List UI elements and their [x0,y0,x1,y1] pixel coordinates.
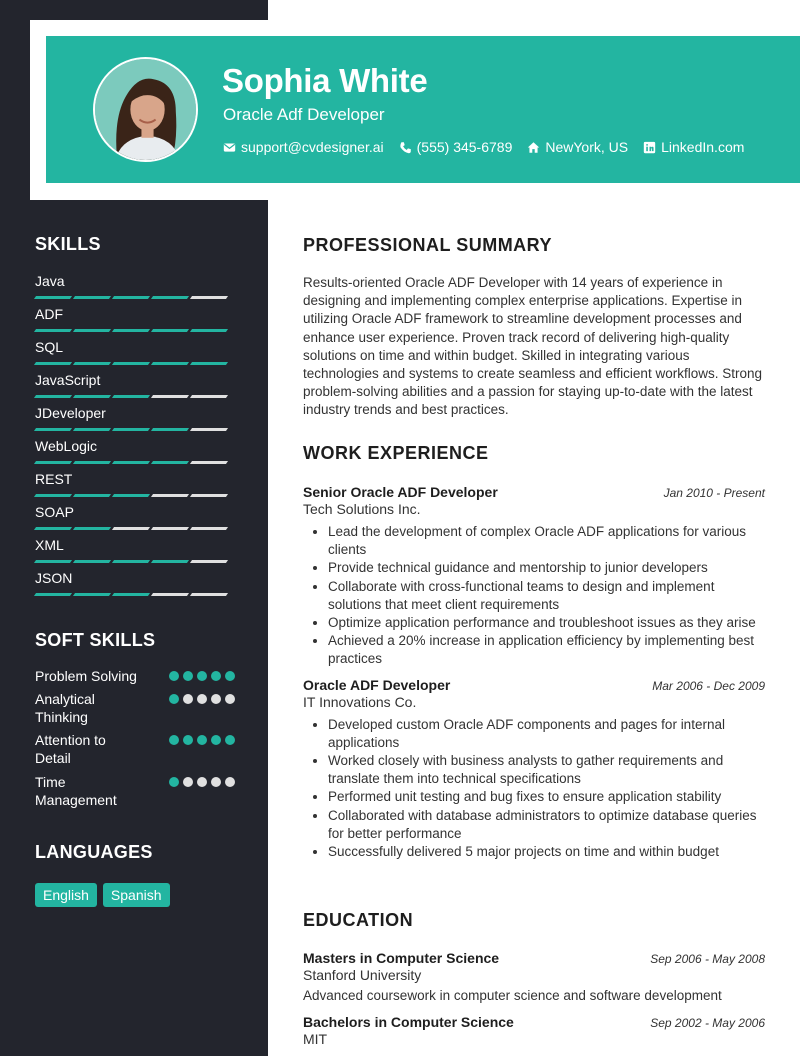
job-bullets [303,523,765,669]
rating-dot [169,777,179,787]
skill-level-bar [35,461,235,464]
rating-dot [183,735,193,745]
skill-level-segment [112,560,150,563]
skill-level-segment [112,494,150,497]
rating-dot [169,694,179,704]
contact-linkedin-text: LinkedIn.com [661,139,745,155]
skill-level-segment [151,329,189,332]
skill-item [35,537,235,570]
skill-level-segment [151,362,189,365]
skill-level-segment [190,593,228,596]
skill-level-segment [190,461,228,464]
job-title: Oracle ADF Developer [303,676,451,693]
job-bullet: • Optimize application performance and troubleshoot issues as they arise [328,614,765,632]
skill-name: XML [35,537,64,553]
rating-dot [211,735,221,745]
skill-item [35,438,235,471]
candidate-name: Sophia White [222,62,428,99]
skill-level-segment [112,527,150,530]
rating-dot [225,694,235,704]
skill-level-segment [112,362,150,365]
soft-skill-name: Problem Solving [35,668,137,684]
education-title: EDUCATION [303,910,414,930]
skill-level-segment [112,395,150,398]
job-bullet: • Collaborate with cross-functional teams to design and implement solutions that meet client requirements [328,578,765,614]
skill-item [35,339,235,372]
skill-level-bar [35,527,235,530]
skill-level-segment [112,428,150,431]
edu-degree: Bachelors in Computer Science [303,1014,514,1030]
skill-item [35,372,235,405]
edu-school: Stanford University [303,967,422,983]
edu-date: Sep 2006 - May 2008 [650,952,765,966]
skill-item [35,570,235,603]
profile-photo [95,59,196,160]
skill-level-segment [151,428,189,431]
skills-section [35,234,235,603]
soft-skill-name: Attention to Detail [35,732,106,766]
language-chip: English [35,883,97,907]
job-bullet: • Performed unit testing and bug fixes to ensure application stability [328,788,765,806]
soft-skill-item [35,731,235,767]
skill-level-bar [35,395,235,398]
rating-dot [211,671,221,681]
skill-level-segment [151,593,189,596]
skill-level-segment [151,494,189,497]
soft-skill-item [35,773,235,809]
skill-name: SQL [35,339,64,355]
job-date: Jan 2010 - Present [663,486,765,500]
skill-name: REST [35,471,73,487]
job-bullet: • Successfully delivered 5 major projects on time and within budget [328,843,765,861]
skill-level-segment [73,560,111,563]
skill-name: SOAP [35,504,74,520]
job-bullets [303,716,765,862]
language-list [35,883,235,907]
rating-dot [197,671,207,681]
rating-dot [211,694,221,704]
skill-level-segment [190,494,228,497]
job-company: Tech Solutions Inc. [303,501,421,517]
skill-level-segment [73,395,111,398]
skill-item [35,273,235,306]
skill-level-segment [151,527,189,530]
skill-level-segment [34,296,72,299]
rating-dot [225,777,235,787]
job-header [303,484,765,500]
envelope-icon [223,141,236,154]
linkedin-icon [643,141,656,154]
rating-dot [225,735,235,745]
rating-dot [225,671,235,681]
skill-level-bar [35,329,235,332]
skill-level-segment [34,395,72,398]
skill-item [35,306,235,339]
soft-skill-list [35,667,235,809]
skill-level-segment [112,329,150,332]
avatar [93,57,198,162]
skill-level-segment [34,329,72,332]
soft-skill-rating [169,735,235,745]
contact-linkedin[interactable] [643,139,744,155]
contact-location [527,139,628,155]
rating-dot [183,777,193,787]
skill-level-bar [35,296,235,299]
skill-level-segment [151,461,189,464]
skill-level-segment [190,395,228,398]
skill-level-segment [190,428,228,431]
contact-list [223,139,744,155]
soft-skill-item [35,667,235,685]
soft-skill-rating [169,777,235,787]
skill-level-segment [112,296,150,299]
rating-dot [197,694,207,704]
job-date: Mar 2006 - Dec 2009 [652,678,765,693]
skill-item [35,504,235,537]
job-bullet: • Developed custom Oracle ADF components and pages for internal applications [328,716,765,752]
job-company: IT Innovations Co. [303,693,417,710]
skill-level-segment [190,560,228,563]
skill-name: ADF [35,306,63,322]
skill-level-segment [34,494,72,497]
skill-level-segment [112,593,150,596]
contact-location-text: NewYork, US [545,139,629,155]
skill-level-segment [34,362,72,365]
edu-header [303,950,765,966]
languages-title: LANGUAGES [35,842,153,862]
contact-phone[interactable] [399,139,513,155]
job-bullet: • Worked closely with business analysts to gather requirements and translate them into technical specifications [328,752,765,788]
skill-level-segment [34,527,72,530]
skill-level-segment [34,560,72,563]
contact-email-text: support@cvdesigner.ai [241,139,384,155]
rating-dot [211,777,221,787]
skill-level-segment [73,428,111,431]
skill-level-segment [151,395,189,398]
skill-level-segment [73,461,111,464]
skill-level-segment [151,560,189,563]
skill-level-bar [35,494,235,497]
skill-level-segment [73,296,111,299]
skill-level-bar [35,593,235,596]
edu-school: MIT [303,1031,328,1047]
job-bullet: • Achieved a 20% increase in application efficiency by implementing best practices [328,632,765,668]
skill-level-segment [190,296,228,299]
home-icon [527,141,540,154]
skill-level-segment [34,593,72,596]
skill-level-segment [73,494,111,497]
skill-list [35,273,235,603]
edu-description: Advanced coursework in computer science and software development [303,988,722,1003]
rating-dot [197,735,207,745]
skills-title: SKILLS [35,234,101,254]
language-chip: Spanish [103,883,170,907]
skill-level-segment [34,428,72,431]
candidate-role: Oracle Adf Developer [223,105,385,124]
rating-dot [183,694,193,704]
soft-skill-name: Time Management [35,774,117,808]
skill-level-segment [73,329,111,332]
summary-text: Results-oriented Oracle ADF Developer with 14 years of experience in designing and implementing complex enterprise applications. Expertise in utilizing Oracle ADF framework to streamline development processes and enhance user experience. Proven track record of delivering high-quality solutions on time and within budget. Skilled in integrating various technologies and systems to create seamless and efficient workflows. Strong problem-solving abilities and a passion for staying up-to-date with the latest industry trends and best practices. [303,275,762,418]
soft-skill-rating [169,694,235,704]
skill-name: JDeveloper [35,405,106,421]
edu-date: Sep 2002 - May 2006 [650,1016,765,1030]
rating-dot [169,671,179,681]
skill-level-segment [190,362,228,365]
contact-phone-text: (555) 345-6789 [416,139,513,155]
rating-dot [197,777,207,787]
job-header [303,677,765,693]
edu-degree: Masters in Computer Science [303,950,500,966]
job-bullet: • Provide technical guidance and mentorship to junior developers [328,559,765,577]
soft-skills-title: SOFT SKILLS [35,630,156,650]
summary-title: PROFESSIONAL SUMMARY [303,235,553,255]
skill-level-bar [35,362,235,365]
skill-name: Java [35,273,65,289]
soft-skills-section [35,630,235,809]
skill-level-segment [151,296,189,299]
skill-level-segment [112,461,150,464]
skill-level-segment [73,593,111,596]
work-title: WORK EXPERIENCE [303,443,489,463]
job-title: Senior Oracle ADF Developer [303,484,498,500]
skill-level-segment [73,362,111,365]
job-bullet: • Collaborated with database administrators to optimize database queries for better performance [328,807,765,843]
summary-section [303,235,765,420]
skill-level-segment [190,527,228,530]
skill-level-segment [34,461,72,464]
skill-item [35,405,235,438]
skill-level-segment [190,329,228,332]
skill-item [35,471,235,504]
skill-level-bar [35,428,235,431]
skill-level-bar [35,560,235,563]
skill-name: WebLogic [35,438,98,454]
edu-header [303,1014,765,1030]
skill-name: JSON [35,570,73,586]
work-section [303,443,765,861]
education-section [303,910,765,1047]
skill-level-segment [73,527,111,530]
skill-name: JavaScript [35,372,101,388]
rating-dot [183,671,193,681]
languages-section [35,842,235,907]
phone-icon [399,141,412,154]
soft-skill-item [35,690,235,726]
job-bullet: • Lead the development of complex Oracle ADF applications for various clients [328,523,765,559]
rating-dot [169,735,179,745]
contact-email[interactable] [223,139,384,155]
soft-skill-name: Analytical Thinking [35,691,95,725]
soft-skill-rating [169,671,235,681]
